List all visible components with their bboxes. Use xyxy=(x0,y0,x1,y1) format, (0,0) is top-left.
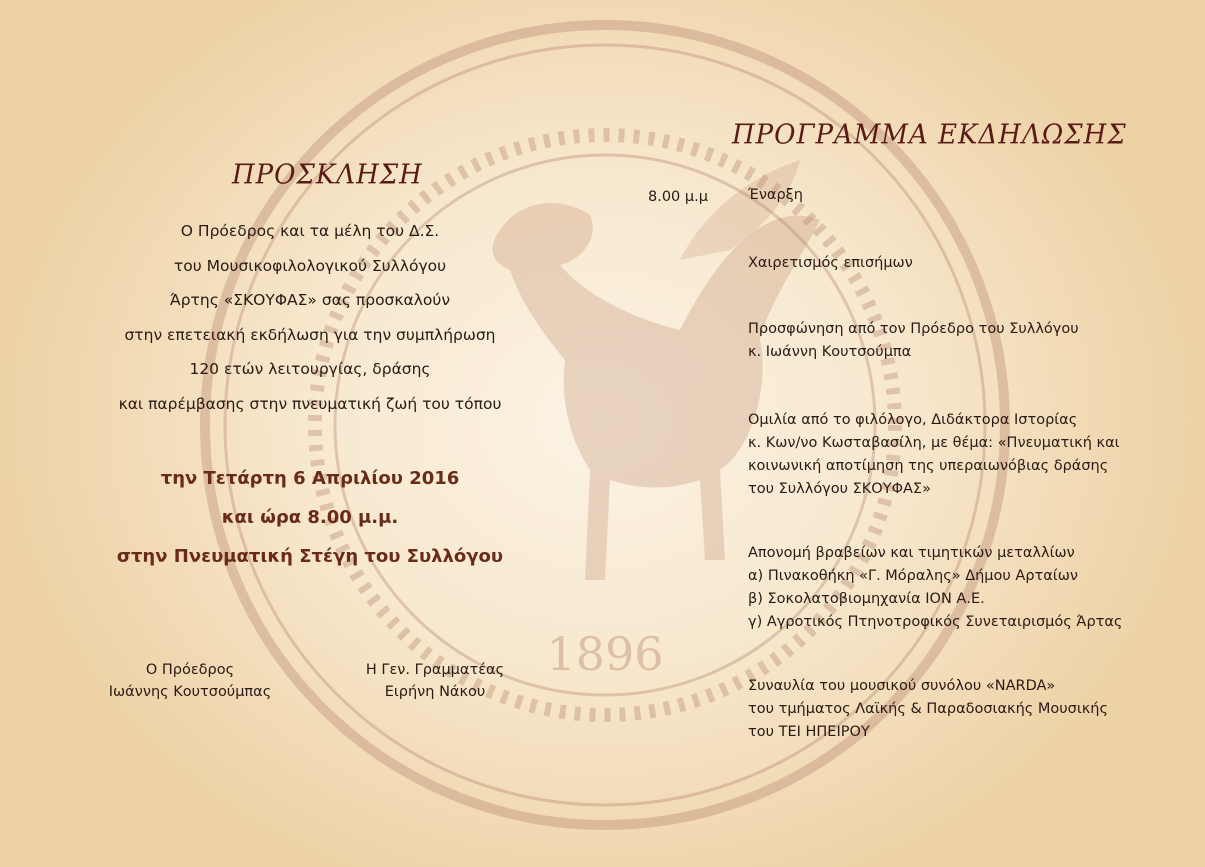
program-item-line: Ομιλία από το φιλόλογο, Διδάκτορα Ιστορίας xyxy=(748,412,1078,428)
invitation-body xyxy=(90,214,530,422)
event-place: στην Πνευματική Στέγη του Συλλόγου xyxy=(116,546,504,567)
program-item xyxy=(748,252,913,275)
program-item-line: του ΤΕΙ ΗΠΕΙΡΟΥ xyxy=(748,724,870,740)
event-time: και ώρα 8.00 μ.μ. xyxy=(221,507,399,528)
event-details xyxy=(70,459,550,576)
watermark-year: 1896 xyxy=(546,627,664,681)
program-item xyxy=(748,409,1120,501)
event-date: την Τετάρτη 6 Απριλίου 2016 xyxy=(160,468,460,489)
program-item-line: του Συλλόγου ΣΚΟΥΦΑΣ» xyxy=(748,481,931,497)
signature-role: Ο Πρόεδρος xyxy=(145,662,235,678)
invitation-line: στην επετειακή εκδήλωση για την συμπλήρωση xyxy=(124,325,496,344)
signature-role: Η Γεν. Γραμματέας xyxy=(365,662,505,678)
program-item-line: Απονομή βραβείων και τιμητικών μεταλλίων xyxy=(748,545,1075,561)
program-item-line: γ) Αγροτικός Πτηνοτροφικός Συνεταιρισμός Άρτας xyxy=(748,614,1123,630)
invitation-line: Άρτης «ΣΚΟΥΦΑΣ» σας προσκαλούν xyxy=(169,291,451,310)
invitation-line: και παρέμβασης στην πνευματική ζωή του τόπου xyxy=(118,394,502,413)
program-title: ΠΡΟΓΡΑΜΜΑ ΕΚΔΗΛΩΣΗΣ xyxy=(732,119,1127,151)
program-item-line: του τμήματος Λαϊκής & Παραδοσιακής Μουσικής xyxy=(748,701,1108,717)
invitation-line: του Μουσικοφιλολογικού Συλλόγου xyxy=(173,256,447,275)
program-item xyxy=(748,675,1108,744)
program-item-line: Χαιρετισμός επισήμων xyxy=(748,255,913,271)
program-item-line: Συναυλία του μουσικού συνόλου «NARDA» xyxy=(748,678,1056,694)
program-item xyxy=(748,318,1079,364)
signature-secretary xyxy=(335,659,535,703)
program-item xyxy=(748,542,1122,634)
signature-name: Ειρήνη Νάκου xyxy=(384,684,486,700)
invitation-line: Ο Πρόεδρος και τα μέλη του Δ.Σ. xyxy=(180,222,440,240)
program-item-line: κ. Ιωάννη Κουτσούμπα xyxy=(748,344,912,360)
program-item-line: κοινωνική αποτίμηση της υπεραιωνόβιας δράσης xyxy=(748,458,1109,474)
program-item-line: Έναρξη xyxy=(748,187,803,203)
program-item xyxy=(748,184,803,207)
program-item-line: α) Πινακοθήκη «Γ. Μόραλης» Δήμου Αρταίων xyxy=(748,568,1078,584)
program-item-line: κ. Κων/νο Κωσταβασίλη, με θέμα: «Πνευματική και xyxy=(748,435,1120,451)
invitation-line: 120 ετών λειτουργίας, δράσης xyxy=(189,360,431,379)
signature-name: Ιωάννης Κουτσούμπας xyxy=(108,684,272,700)
invitation-title: ΠΡΟΣΚΛΗΣΗ xyxy=(232,159,423,191)
signature-president xyxy=(90,659,290,703)
program-item-line: β) Σοκολατοβιομηχανία ΙΟΝ Α.Ε. xyxy=(748,591,985,607)
program-start-time: 8.00 μ.μ xyxy=(648,189,708,205)
program-item-line: Προσφώνηση από τον Πρόεδρο του Συλλόγου xyxy=(748,321,1079,337)
